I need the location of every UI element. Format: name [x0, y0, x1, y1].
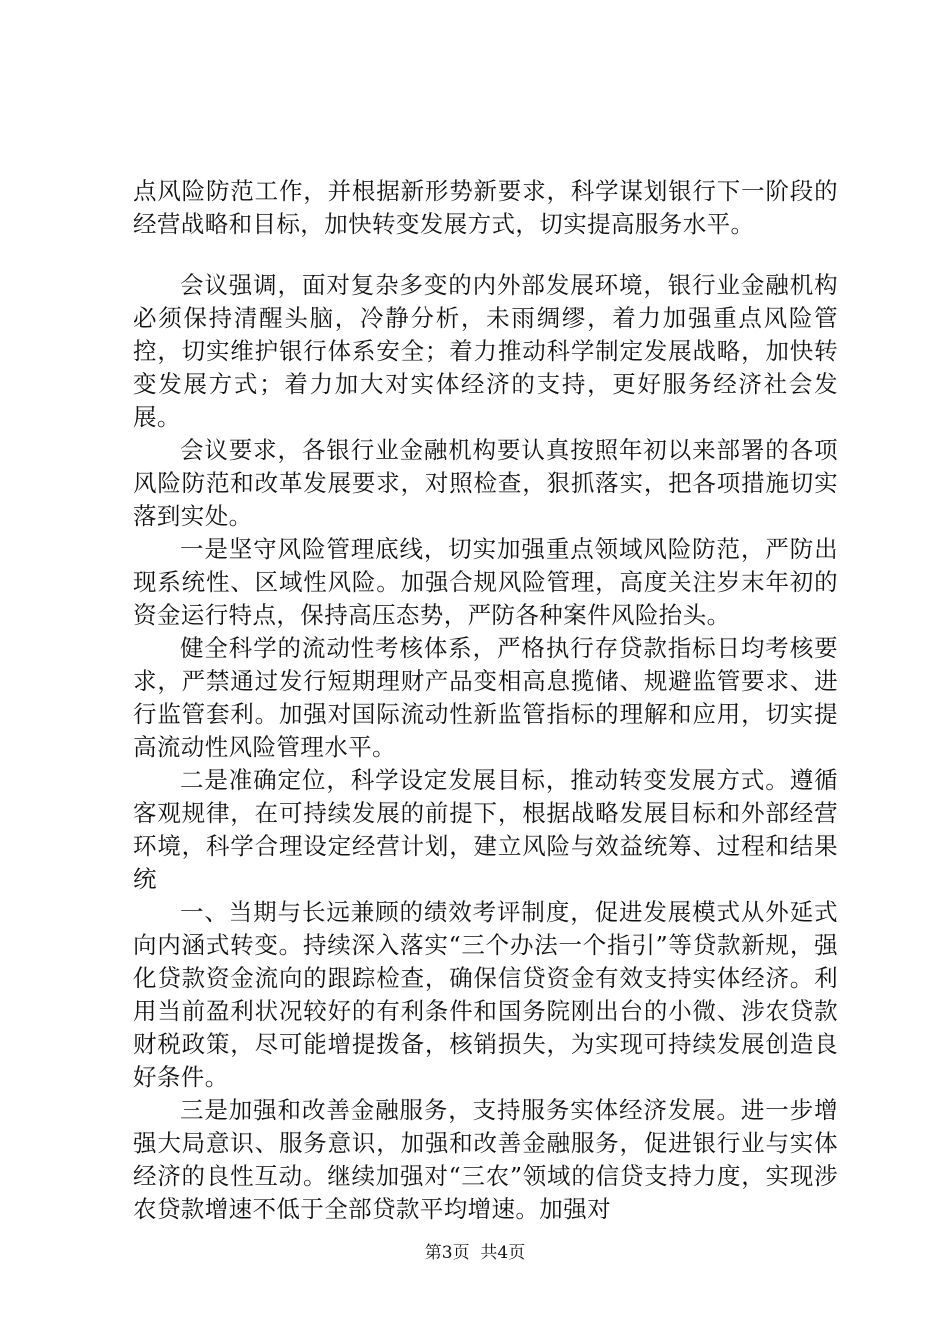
page-number: 第3页	[424, 1243, 470, 1263]
paragraph-meeting-requirements: 会议要求，各银行业金融机构要认真按照年初以来部署的各项风险防范和改革发展要求，对照检查，狠抓落实，把各项措施切实落到实处。	[133, 436, 838, 530]
paragraph-meeting-emphasis: 会议强调，面对复杂多变的内外部发展环境，银行业金融机构必须保持清醒头脑，冷静分析，未雨绸缪，着力加强重点风险管控，切实维护银行体系安全；着力推动科学制定发展战略，加快转变发展方式；着力加大对实体经济的支持，更好服务经济社会发展。	[133, 271, 838, 431]
paragraph-liquidity: 健全科学的流动性考核体系，严格执行存贷款指标日均考核要求，严禁通过发行短期理财产品变相高息揽储、规避监管要求、进行监管套利。加强对国际流动性新监管指标的理解和应用，切实提高流动性风险管理水平。	[133, 634, 838, 761]
paragraph-continued: 点风险防范工作，并根据新形势新要求，科学谋划银行下一阶段的经营战略和目标，加快转变发展方式，切实提高服务水平。	[133, 177, 838, 238]
paragraph-performance-evaluation: 一、当期与长远兼顾的绩效考评制度，促进发展模式从外延式向内涵式转变。持续深入落实“三个办法一个指引”等贷款新规，强化贷款资金流向的跟踪检查，确保信贷资金有效支持实体经济。利用当前盈利状况较好的有利条件和国务院刚出台的小微、涉农贷款财税政策，尽可能增提拨备，核销损失，为实现可持续发展创造良好条件。	[133, 898, 838, 1091]
page-footer	[0, 1242, 950, 1264]
paragraph-point-two: 二是准确定位，科学设定发展目标，推动转变发展方式。遵循客观规律，在可持续发展的前提下，根据战略发展目标和外部经营环境，科学合理设定经营计划，建立风险与效益统筹、过程和结果统	[133, 766, 838, 893]
paragraph-point-three: 三是加强和改善金融服务，支持服务实体经济发展。进一步增强大局意识、服务意识，加强和改善金融服务，促进银行业与实体经济的良性互动。继续加强对“三农”领域的信贷支持力度，实现涉农贷款增速不低于全部贷款平均增速。加强对	[133, 1096, 838, 1223]
paragraph-point-one: 一是坚守风险管理底线，切实加强重点领域风险防范，严防出现系统性、区域性风险。加强合规风险管理，高度关注岁末年初的资金运行特点，保持高压态势，严防各种案件风险抬头。	[133, 535, 838, 629]
document-body	[133, 175, 838, 1226]
page-total: 共4页	[480, 1243, 526, 1263]
